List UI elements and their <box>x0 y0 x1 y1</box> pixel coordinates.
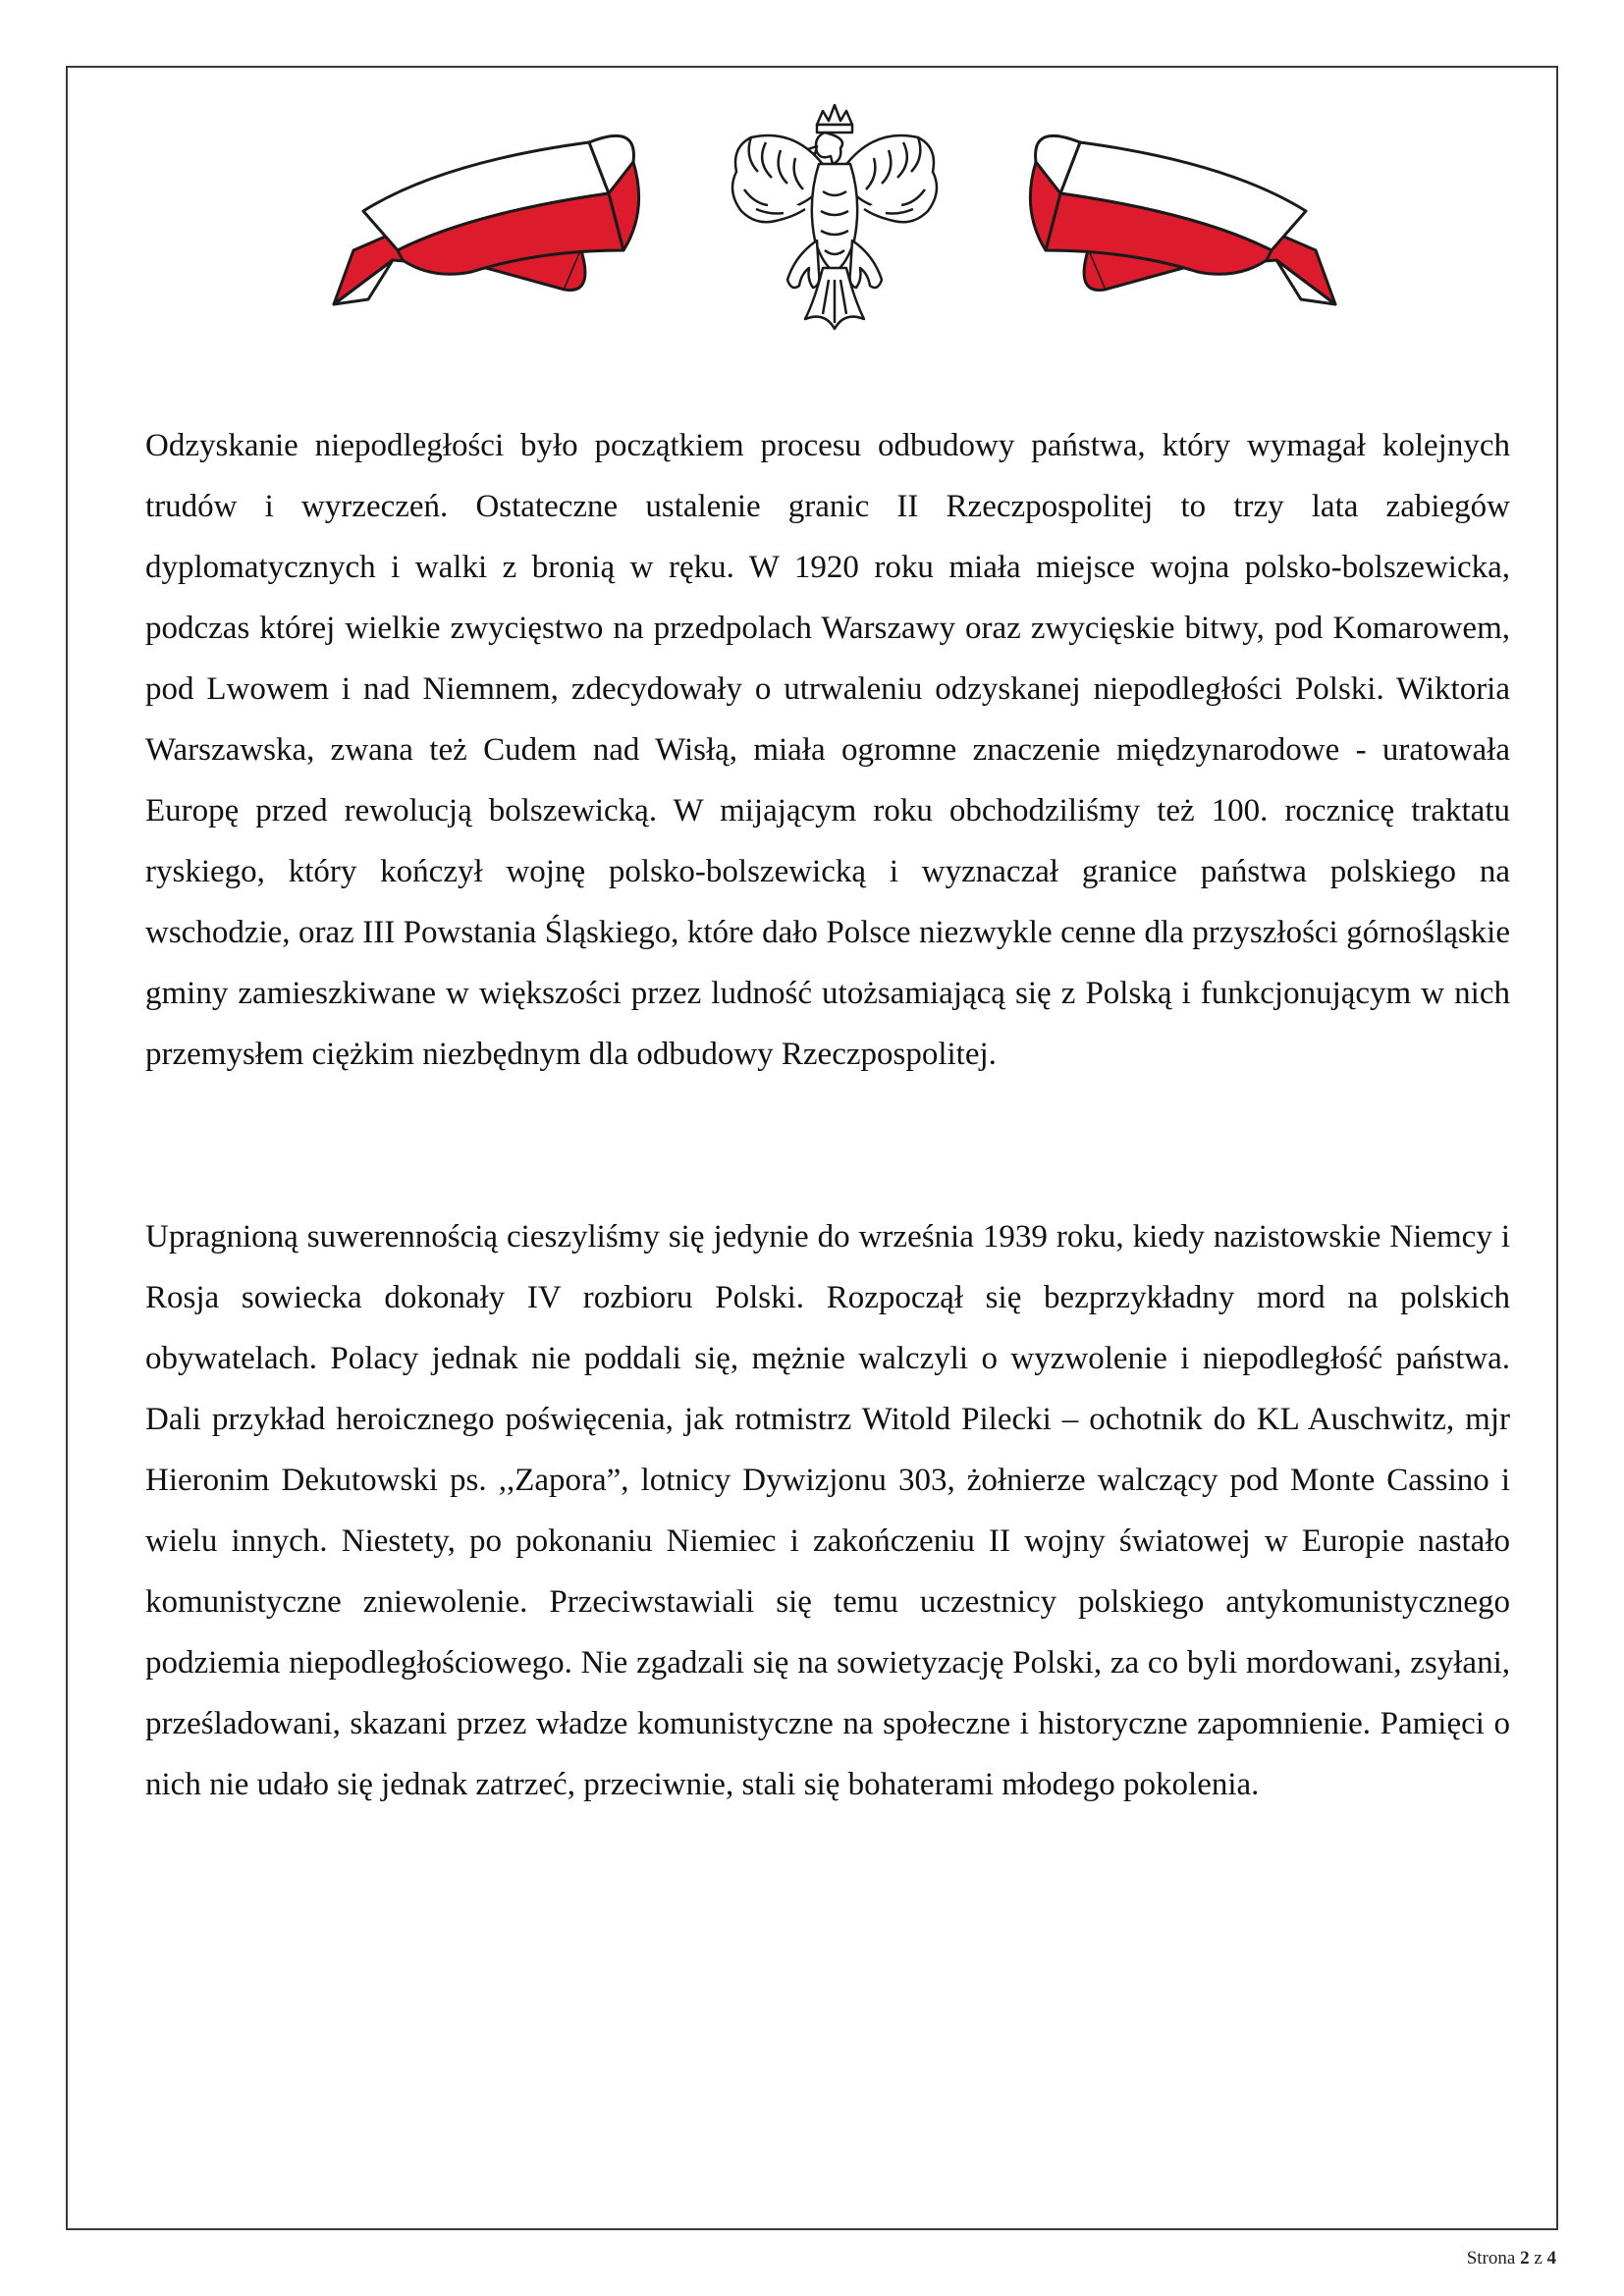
header-emblem <box>324 103 1345 339</box>
document-body <box>145 415 1510 1815</box>
footer-total-pages: 4 <box>1546 2248 1556 2269</box>
left-flag-ribbon-icon <box>334 135 639 304</box>
page-number-footer <box>1467 2248 1556 2269</box>
footer-separator: z <box>1534 2248 1543 2269</box>
paragraph-sovereignty-wwii: Upragnioną suwerennością cieszyliśmy się jedynie do września 1939 roku, kiedy nazistowskie Niemcy i Rosja sowiecka dokonały IV rozbioru Polski. Rozpoczął się bezprzykładny mord na polskich obywatelach. Polacy jednak nie poddali się, mężnie walczyli o wyzwolenie i niepodległość państwa. Dali przykład heroicznego poświęcenia, jak rotmistrz Witold Pilecki – ochotnik do KL Auschwitz, mjr Hieronim Dekutowski ps. ,,Zapora”, lotnicy Dywizjonu 303, żołnierze walczący pod Monte Cassino i wielu innych. Niestety, po pokonaniu Niemiec i zakończeniu II wojny światowej w Europie nastało komunistyczne zniewolenie. Przeciwstawiali się temu uczestnicy polskiego antykomunistycznego podziemia niepodległościowego. Nie zgadzali się na sowietyzację Polski, za co byli mordowani, zsyłani, prześladowani, skazani przez władze komunistyczne na społeczne i historyczne zapomnienie. Pamięci o nich nie udało się jednak zatrzeć, przeciwnie, stali się bohaterami młodego pokolenia. <box>145 1219 1510 1802</box>
footer-prefix: Strona <box>1466 2248 1516 2269</box>
paragraph-independence-recovery: Odzyskanie niepodległości było początkiem procesu odbudowy państwa, który wymagał kolejnych trudów i wyrzeczeń. Ostateczne ustalenie granic II Rzeczpospolitej to trzy lata zabiegów dyplomatycznych i walki z bronią w ręku. W 1920 roku miała miejsce wojna polsko-bolszewicka, podczas której wielkie zwycięstwo na przedpolach Warszawy oraz zwycięskie bitwy, pod Komarowem, pod Lwowem i nad Niemnem, zdecydowały o utrwaleniu odzyskanej niepodległości Polski. Wiktoria Warszawska, zwana też Cudem nad Wisłą, miała ogromne znaczenie międzynarodowe - uratowała Europę przed rewolucją bolszewicką. W mijającym roku obchodziliśmy też 100. rocznicę traktatu ryskiego, który kończył wojnę polsko-bolszewicką i wyznaczał granice państwa polskiego na wschodzie, oraz III Powstania Śląskiego, które dało Polsce niezwykle cenne dla przyszłości górnośląskie gminy zamieszkiwane w większości przez ludność utożsamiającą się z Polską i funkcjonującym w nich przemysłem ciężkim niezbędnym dla odbudowy Rzeczpospolitej. <box>145 428 1510 1072</box>
polish-white-eagle-icon <box>732 105 937 329</box>
footer-current-page: 2 <box>1520 2248 1530 2269</box>
right-flag-ribbon-icon <box>1030 135 1335 304</box>
